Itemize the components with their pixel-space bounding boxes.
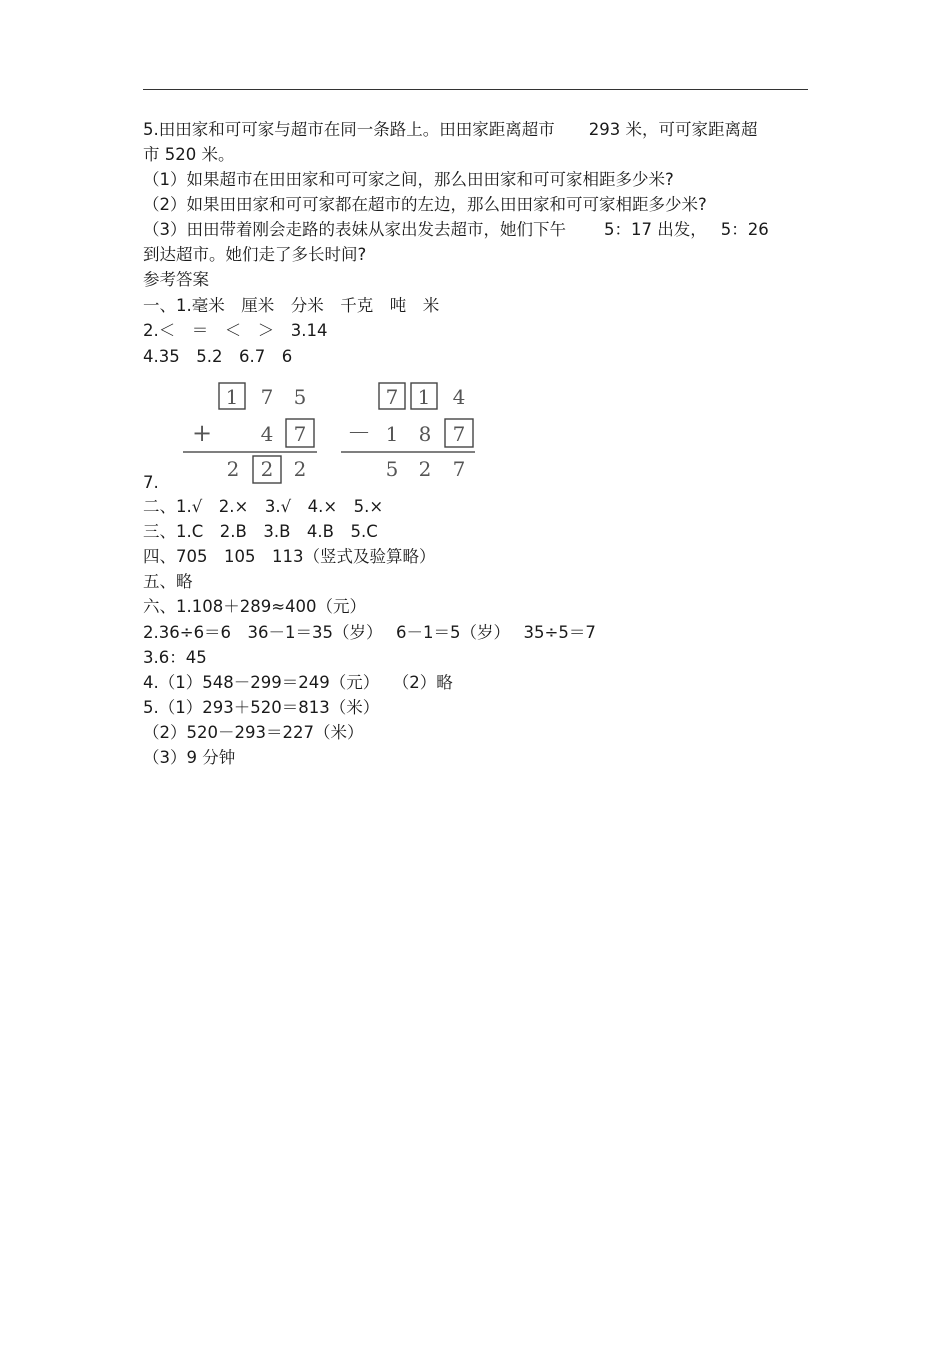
- answer-section-6-item-3: 3.6：45: [143, 648, 207, 667]
- addition-result-digit-1: 2: [226, 457, 240, 481]
- answer-section-6-item-5-part-3: （3）9 分钟: [143, 748, 236, 767]
- addition-row1-digit-2: 7: [260, 385, 274, 409]
- answer-section-3: 三、1.C 2.B 3.B 4.B 5.C: [143, 522, 378, 541]
- question-5-part-1: （1）如果超市在田田家和可可家之间，那么田田家和可可家相距多少米?: [143, 170, 674, 189]
- answer-section-5: 五、略: [143, 572, 193, 591]
- answers-heading: 参考答案: [143, 270, 209, 289]
- subtraction-result-digit-3: 7: [452, 457, 466, 481]
- subtraction-row2-digit-3: 7: [452, 422, 466, 446]
- answer-section-6-item-1: 六、1.108＋289≈400（元）: [143, 597, 367, 616]
- answer-section-6-item-4: 4.（1）548－299＝249（元） （2）略: [143, 673, 453, 692]
- subtraction-result-digit-2: 2: [418, 457, 432, 481]
- subtraction-operator: －: [347, 419, 371, 447]
- addition-row2-digit-2: 7: [293, 422, 307, 446]
- addition-row1-digit-3: 5: [293, 385, 307, 409]
- subtraction-row2-digit-2: 8: [418, 422, 432, 446]
- answer-section-1-item-4: 4.35 5.2 6.7 6: [143, 347, 293, 366]
- vertical-arithmetic-figure: [175, 375, 480, 485]
- question-5-part-2: （2）如果田田家和可可家都在超市的左边，那么田田家和可可家相距多少米?: [143, 195, 707, 214]
- addition-row2-digit-1: 4: [260, 422, 274, 446]
- answer-section-2: 二、1.√ 2.× 3.√ 4.× 5.×: [143, 497, 384, 516]
- addition-result-digit-2: 2: [260, 457, 274, 481]
- subtraction-row1-digit-3: 4: [452, 385, 466, 409]
- answer-section-1: 一、1.毫米 厘米 分米 千克 吨 米: [143, 296, 440, 315]
- question-5-part-3-line-2: 到达超市。她们走了多长时间?: [143, 245, 367, 264]
- answer-section-6-item-5-part-2: （2）520－293＝227（米）: [143, 723, 364, 742]
- addition-row1-digit-1: 1: [225, 385, 239, 409]
- answer-section-1-item-2: 2.＜ ＝ ＜ ＞ 3.14: [143, 321, 328, 340]
- subtraction-row1-digit-2: 1: [417, 385, 431, 409]
- answer-section-4: 四、705 105 113（竖式及验算略）: [143, 547, 436, 566]
- header-rule: [143, 89, 808, 90]
- subtraction-row2-digit-1: 1: [385, 422, 399, 446]
- addition-operator: +: [191, 419, 213, 447]
- subtraction-result-digit-1: 5: [385, 457, 399, 481]
- answer-section-1-item-7: 7.: [143, 473, 159, 492]
- question-5-part-3: （3）田田带着刚会走路的表妹从家出发去超市，她们下午 5：17 出发， 5：26: [143, 220, 769, 239]
- answer-section-6-item-5-part-1: 5.（1）293＋520＝813（米）: [143, 698, 380, 717]
- addition-result-digit-3: 2: [293, 457, 307, 481]
- question-5-line-2: 市 520 米。: [143, 145, 235, 164]
- question-5-line-1: 5.田田家和可可家与超市在同一条路上。田田家距离超市 293 米，可可家距离超: [143, 120, 758, 139]
- answer-section-6-item-2: 2.36÷6＝6 36－1＝35（岁） 6－1＝5（岁） 35÷5＝7: [143, 623, 596, 642]
- subtraction-row1-digit-1: 7: [385, 385, 399, 409]
